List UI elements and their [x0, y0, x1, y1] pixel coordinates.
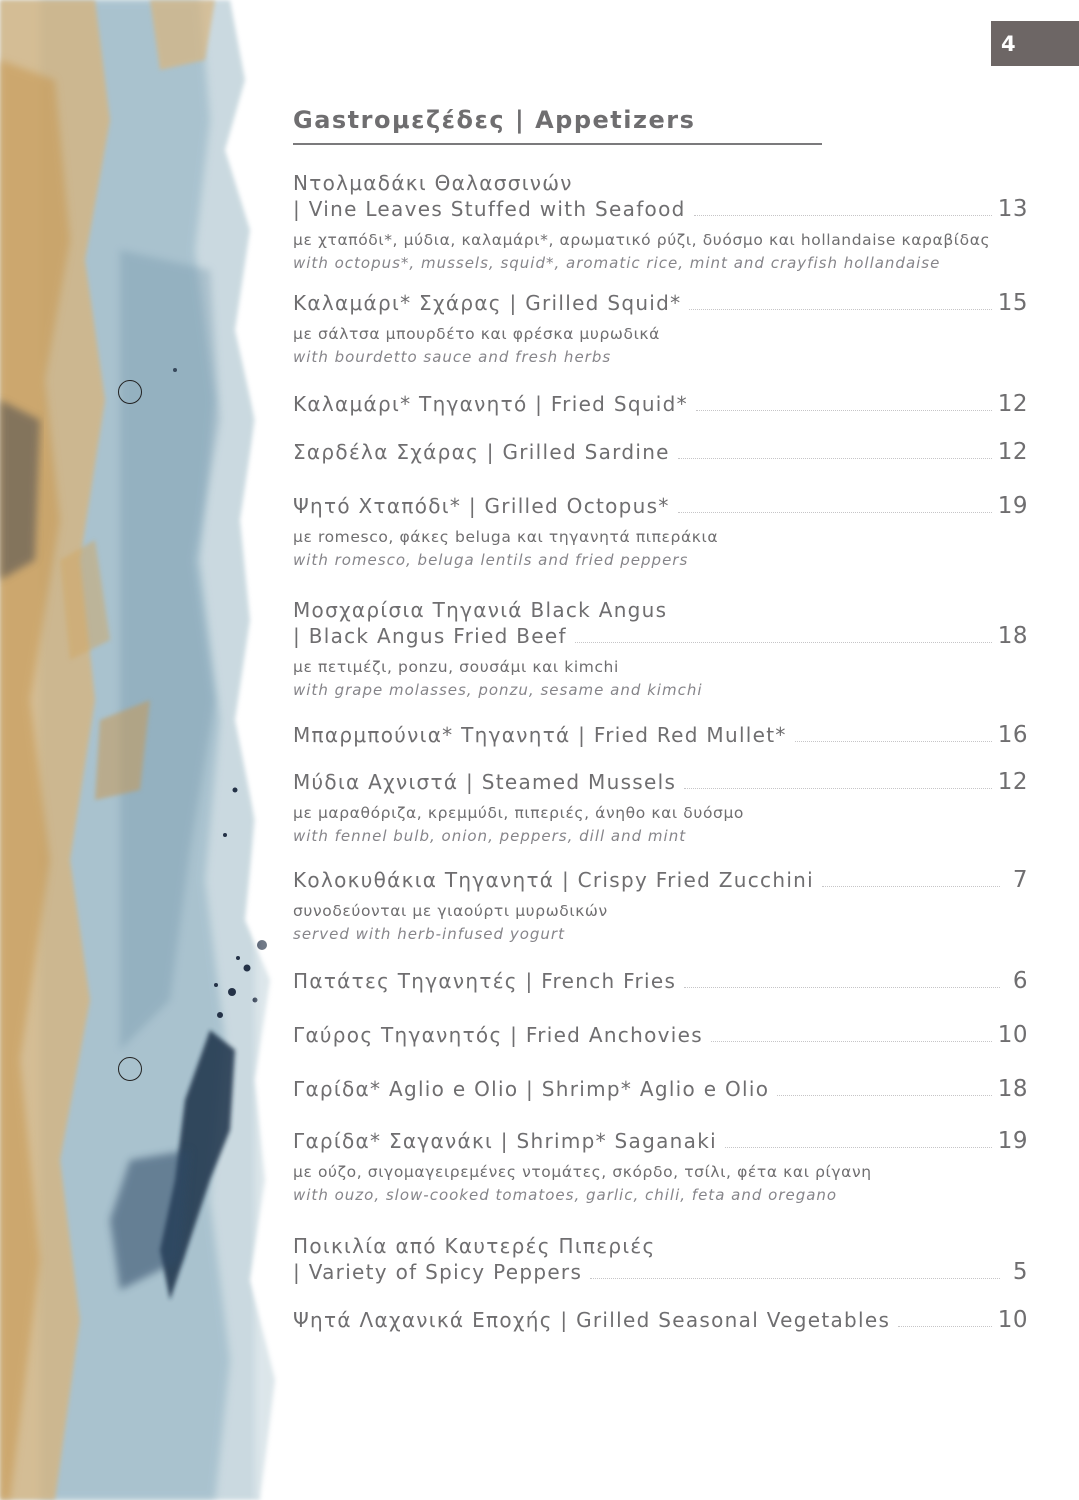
item-name: Γαρίδα* Aglio e Olio | Shrimp* Aglio e Olio — [293, 1077, 770, 1101]
item-name-line2: | Black Angus Fried Beef — [293, 624, 567, 648]
dotted-leader — [689, 308, 991, 310]
section-title-underline — [293, 143, 822, 145]
dotted-leader — [898, 1325, 992, 1327]
dotted-leader — [684, 986, 1000, 988]
menu-item-steamed-mussels — [293, 769, 1028, 846]
item-name: Σαρδέλα Σχάρας | Grilled Sardine — [293, 440, 670, 464]
menu-item-fried-zucchini — [293, 867, 1028, 944]
item-description-greek: με σάλτσα μπουρδέτο και φρέσκα μυρωδικά — [293, 325, 660, 343]
menu-item-shrimp-aglio-olio — [293, 1076, 1028, 1102]
item-description-greek: συνοδεύονται με γιαούρτι μυρωδικών — [293, 902, 608, 920]
binder-hole-bottom — [118, 1057, 142, 1081]
item-price: 7 — [1012, 867, 1028, 893]
item-name: Γαύρος Τηγανητός | Fried Anchovies — [293, 1023, 703, 1047]
menu-item-spicy-peppers — [293, 1233, 1028, 1285]
item-name: Κολοκυθάκια Τηγανητά | Crispy Fried Zucchini — [293, 868, 815, 892]
menu-item-grilled-squid — [293, 290, 1028, 367]
item-name-line1: Ποικιλία από Καυτερές Πιπεριές — [293, 1234, 656, 1258]
dotted-leader — [822, 885, 1000, 887]
menu-item-french-fries — [293, 968, 1028, 994]
item-name-line2: | Variety of Spicy Peppers — [293, 1260, 583, 1284]
item-price: 19 — [997, 493, 1028, 519]
item-price: 18 — [997, 1076, 1028, 1102]
menu-item-fried-red-mullet — [293, 722, 1028, 748]
item-price: 12 — [997, 391, 1028, 417]
menu-item-grilled-vegetables — [293, 1307, 1028, 1333]
item-price: 6 — [1012, 968, 1028, 994]
item-description-english: with ouzo, slow-cooked tomatoes, garlic, chili, feta and oregano — [293, 1186, 838, 1204]
menu-item-grilled-octopus — [293, 493, 1028, 570]
item-description-greek: με χταπόδι*, μύδια, καλαμάρι*, αρωματικό ρύζι, δυόσμο και hollandaise καραβίδας — [293, 231, 991, 249]
menu-item-fried-anchovies — [293, 1022, 1028, 1048]
item-name: Πατάτες Τηγανητές | French Fries — [293, 969, 677, 993]
item-price: 12 — [997, 439, 1028, 465]
dotted-leader — [678, 457, 992, 459]
item-description-english: with fennel bulb, onion, peppers, dill and mint — [293, 827, 687, 845]
menu-item-shrimp-saganaki — [293, 1128, 1028, 1205]
binder-hole-top — [118, 380, 142, 404]
item-description-english: with romesco, beluga lentils and fried peppers — [293, 551, 689, 569]
dotted-leader — [696, 409, 992, 411]
item-name-line1: Μοσχαρίσια Τηγανιά Black Angus — [293, 598, 668, 622]
page-number: 4 — [1001, 32, 1016, 56]
item-description-english: with grape molasses, ponzu, sesame and kimchi — [293, 681, 703, 699]
item-name: Ψητό Χταπόδι* | Grilled Octopus* — [293, 494, 670, 518]
item-name: Καλαμάρι* Τηγανητό | Fried Squid* — [293, 392, 688, 416]
item-name: Μπαρμπούνια* Τηγανητά | Fried Red Mullet* — [293, 723, 787, 747]
item-name: Καλαμάρι* Σχάρας | Grilled Squid* — [293, 291, 682, 315]
item-description-greek: με romesco, φάκες beluga και τηγανητά πιπεράκια — [293, 528, 719, 546]
item-price: 5 — [1012, 1259, 1028, 1285]
item-price: 15 — [997, 290, 1028, 316]
section-title: Gastroμεζέδες | Appetizers — [293, 106, 696, 134]
dotted-leader — [684, 787, 992, 789]
dotted-leader — [678, 511, 992, 513]
watercolor-decoration — [0, 0, 300, 1500]
item-price: 10 — [997, 1022, 1028, 1048]
dotted-leader — [711, 1040, 992, 1042]
item-price: 16 — [997, 722, 1028, 748]
dotted-leader — [777, 1094, 991, 1096]
menu-item-vine-leaves — [293, 170, 1028, 273]
item-price: 18 — [997, 623, 1028, 649]
item-name-line2: | Vine Leaves Stuffed with Seafood — [293, 197, 686, 221]
dotted-leader — [590, 1277, 1000, 1279]
item-description-english: with octopus*, mussels, squid*, aromatic rice, mint and crayfish hollandaise — [293, 254, 941, 272]
item-name: Γαρίδα* Σαγανάκι | Shrimp* Saganaki — [293, 1129, 717, 1153]
menu-item-grilled-sardine — [293, 439, 1028, 465]
item-description-greek: με μαραθόριζα, κρεμμύδι, πιπεριές, άνηθο και δυόσμο — [293, 804, 744, 822]
item-price: 10 — [997, 1307, 1028, 1333]
item-description-english: with bourdetto sauce and fresh herbs — [293, 348, 612, 366]
item-price: 19 — [997, 1128, 1028, 1154]
item-name: Ψητά Λαχανικά Εποχής | Grilled Seasonal Vegetables — [293, 1308, 891, 1332]
dotted-leader — [795, 740, 992, 742]
item-price: 12 — [997, 769, 1028, 795]
item-price: 13 — [997, 196, 1028, 222]
menu-item-fried-squid — [293, 391, 1028, 417]
item-description-english: served with herb-infused yogurt — [293, 925, 565, 943]
dotted-leader — [694, 214, 992, 216]
dotted-leader — [725, 1146, 992, 1148]
item-name-line1: Ντολμαδάκι Θαλασσινών — [293, 171, 573, 195]
menu-item-black-angus — [293, 597, 1028, 700]
item-name: Μύδια Αχνιστά | Steamed Mussels — [293, 770, 677, 794]
item-description-greek: με πετιμέζι, ponzu, σουσάμι και kimchi — [293, 658, 619, 676]
dotted-leader — [575, 641, 992, 643]
page-number-tab — [991, 21, 1079, 66]
item-description-greek: με ούζο, σιγομαγειρεμένες ντομάτες, σκόρδο, τσίλι, φέτα και ρίγανη — [293, 1163, 872, 1181]
